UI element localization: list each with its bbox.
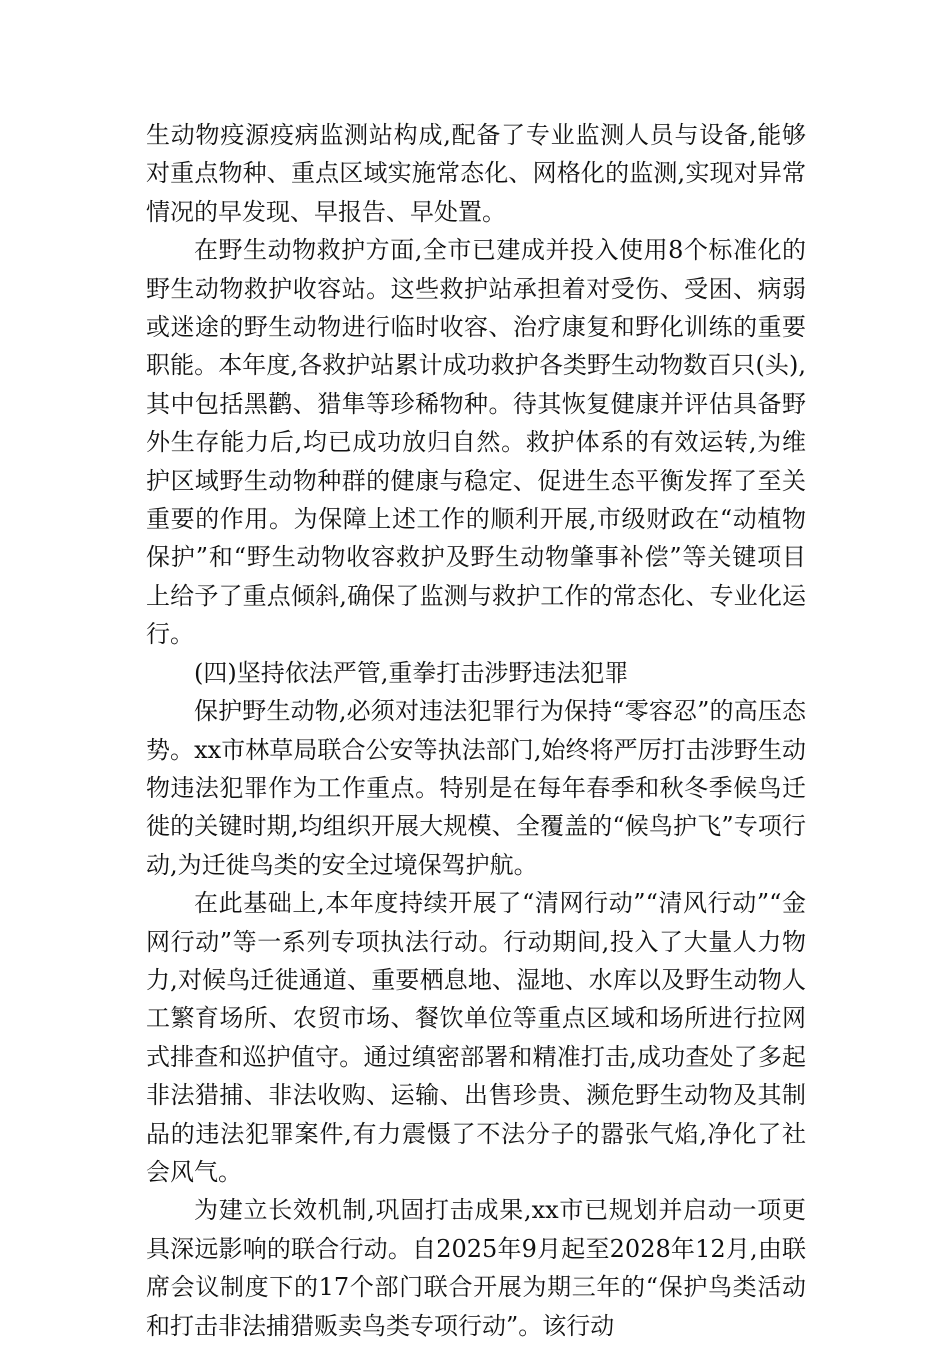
paragraph-wildlife-rescue: 在野生动物救护方面,全市已建成并投入使用8个标准化的野生动物救护收容站。这些救护站承担着对受伤、受困、病弱或迷途的野生动物进行临时收容、治疗康复和野化训练的重要职能。本年度,各救护站累计成功救护各类野生动物数百只(头),其中包括黑鹳、猎隼等珍稀物种。待其恢复健康并评估具备野外生存能力后,均已成功放归自然。救护体系的有效运转,为维护区域野生动物种群的健康与稳定、促进生态平衡发挥了至关重要的作用。为保障上述工作的顺利开展,市级财政在“动植物保护”和“野生动物收容救护及野生动物肇事补偿”等关键项目上给予了重点倾斜,确保了监测与救护工作的常态化、专业化运行。 <box>146 236 806 649</box>
document-body <box>146 116 806 1345</box>
paragraph-special-actions: 在此基础上,本年度持续开展了“清网行动”“清风行动”“金网行动”等一系列专项执法行动。行动期间,投入了大量人力物力,对候鸟迁徙通道、重要栖息地、湿地、水库以及野生动物人工繁育场所、农贸市场、餐饮单位等重点区域和场所进行拉网式排查和巡护值守。通过缜密部署和精准打击,成功查处了多起非法猎捕、非法收购、运输、出售珍贵、濒危野生动物及其制品的违法犯罪案件,有力震慑了不法分子的嚣张气焰,净化了社会风气。 <box>146 889 806 1186</box>
paragraph-continuation: 生动物疫源疫病监测站构成,配备了专业监测人员与设备,能够对重点物种、重点区域实施常态化、网格化的监测,实现对异常情况的早发现、早报告、早处置。 <box>146 121 806 226</box>
paragraph-long-term-mechanism: 为建立长效机制,巩固打击成果,xx市已规划并启动一项更具深远影响的联合行动。自2025年9月起至2028年12月,由联席会议制度下的17个部门联合开展为期三年的“保护鸟类活动和打击非法捕猎贩卖鸟类专项行动”。该行动 <box>146 1196 806 1340</box>
paragraph-law-enforcement: 保护野生动物,必须对违法犯罪行为保持“零容忍”的高压态势。xx市林草局联合公安等执法部门,始终将严厉打击涉野生动物违法犯罪作为工作重点。特别是在每年春季和秋冬季候鸟迁徙的关键时期,均组织开展大规模、全覆盖的“候鸟护飞”专项行动,为迁徙鸟类的安全过境保驾护航。 <box>146 697 806 879</box>
section-heading: (四)坚持依法严管,重拳打击涉野违法犯罪 <box>194 658 629 687</box>
